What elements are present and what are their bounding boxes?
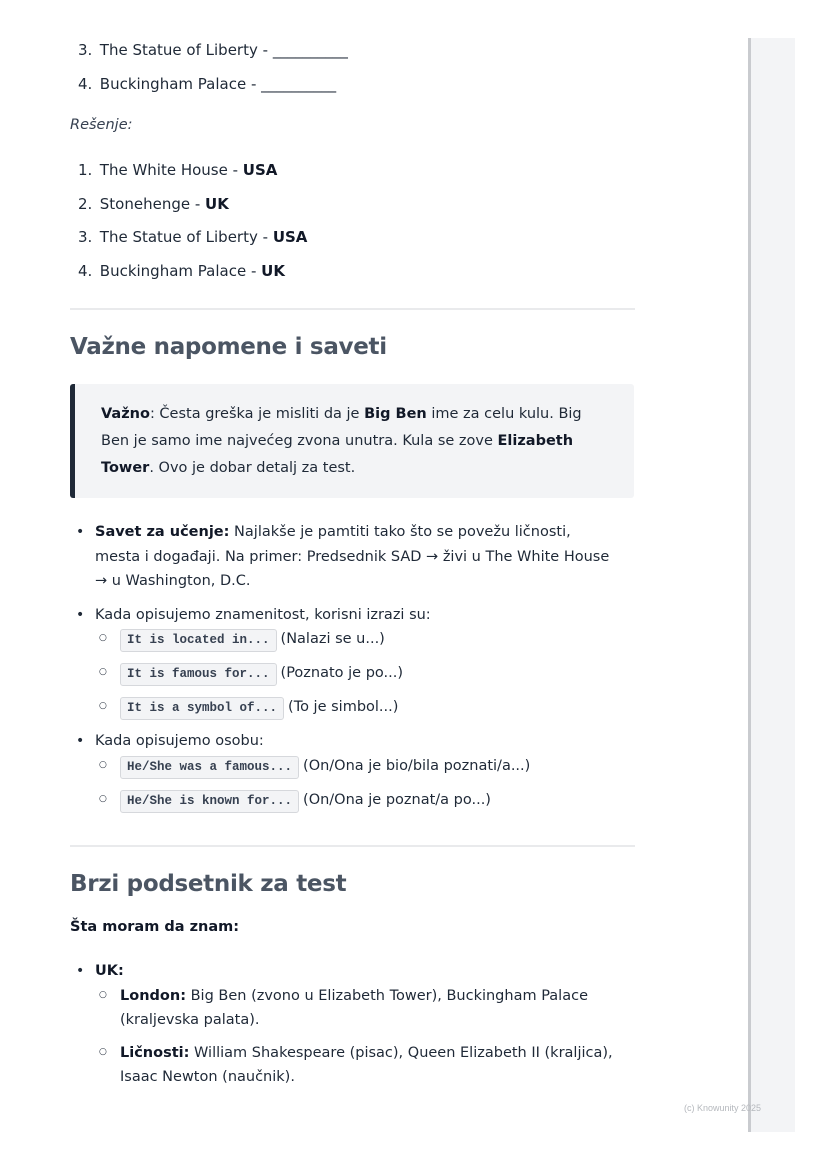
code-snippet: He/She is known for...	[120, 790, 299, 813]
important-callout: Važno: Česta greška je misliti da je Big Ben ime za celu kulu. Big Ben je samo ime najvećeg zvona unutra. Kula se zove Elizabeth Tower. Ovo je dobar detalj za test.	[70, 384, 634, 498]
divider	[70, 308, 635, 310]
list-item: 2. Stonehenge - UK	[78, 194, 229, 213]
section-title-notes: Važne napomene i saveti	[70, 334, 387, 360]
code-snippet: It is famous for...	[120, 663, 277, 686]
list-item: • Savet za učenje: Najlakše je pamtiti tako što se povežu ličnosti, mesta i događaji. Na primer: Predsednik SAD → živi u The White House → u Washington, D.C.	[70, 520, 615, 594]
list-item: ○ Ličnosti: William Shakespeare (pisac), Queen Elizabeth II (kraljica), Isaac Newton (naučnik).	[95, 1041, 620, 1089]
code-snippet: He/She was a famous...	[120, 756, 299, 779]
list-item: 3. The Statue of Liberty - __________	[78, 41, 348, 59]
section-title-reminder: Brzi podsetnik za test	[70, 871, 347, 897]
list-item: 3. The Statue of Liberty - USA	[78, 228, 308, 246]
list-item: ○ London: Big Ben (zvono u Elizabeth Tower), Buckingham Palace (kraljevska palata).	[95, 984, 620, 1032]
list-item: ○ It is located in... (Nalazi se u...)	[95, 627, 615, 652]
list-item: • Kada opisujemo osobu: ○ He/She was a famous... (On/Ona je bio/bila poznati/a...) ○ He/She is known for... (On/Ona je poznat/a po...)	[70, 729, 615, 813]
list-item: ○ He/She was a famous... (On/Ona je bio/bila poznati/a...)	[95, 754, 615, 779]
tips-list	[70, 520, 615, 822]
copyright-footer: (c) Knowunity 2025	[684, 1103, 762, 1113]
reminder-list	[70, 959, 620, 1098]
side-panel	[748, 38, 795, 1132]
exercise-questions-list	[78, 40, 348, 107]
solution-label: Rešenje:	[70, 117, 133, 133]
list-item: 1. The White House - USA	[78, 161, 278, 179]
list-item: 4. Buckingham Palace - UK	[78, 261, 285, 280]
list-item: • Kada opisujemo znamenitost, korisni izrazi su: ○ It is located in... (Nalazi se u...) ○ It is famous for... (Poznato je po...) ○ It is a symbol of... (To je simbol...)	[70, 603, 615, 721]
list-item: ○ It is famous for... (Poznato je po...)	[95, 661, 615, 686]
answers-list	[78, 160, 307, 294]
list-item: ○ He/She is known for... (On/Ona je poznat/a po...)	[95, 788, 615, 813]
reminder-subtitle: Šta moram da znam:	[70, 919, 240, 935]
list-item: 4. Buckingham Palace - __________	[78, 74, 337, 93]
code-snippet: It is located in...	[120, 629, 277, 652]
divider	[70, 845, 635, 847]
list-item: ○ It is a symbol of... (To je simbol...)	[95, 695, 615, 720]
list-item: • UK: ○ London: Big Ben (zvono u Elizabeth Tower), Buckingham Palace (kraljevska palata). ○ Ličnosti: William Shakespeare (pisac), Queen Elizabeth II (kraljica), Isaac Newton (naučnik).	[70, 959, 620, 1089]
code-snippet: It is a symbol of...	[120, 697, 284, 720]
